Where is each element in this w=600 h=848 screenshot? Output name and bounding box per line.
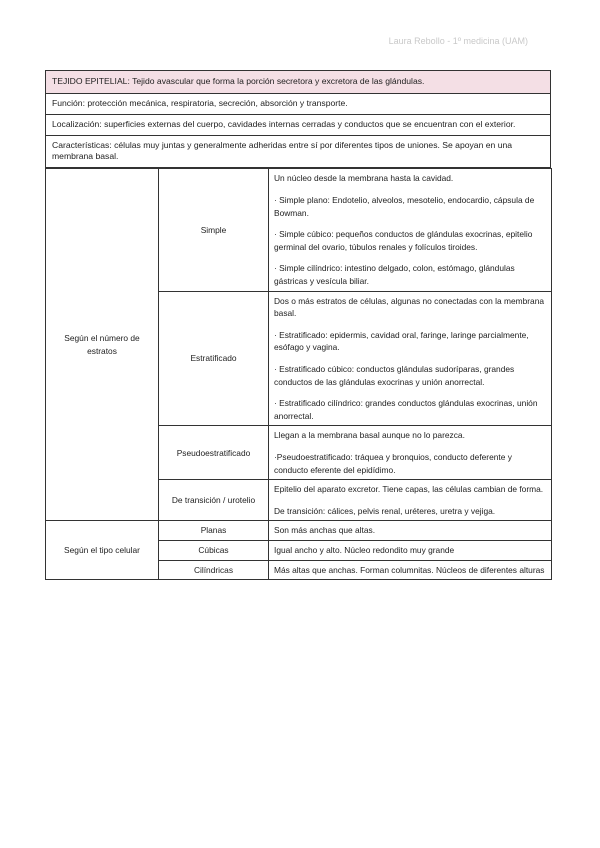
group-title: Según el tipo celular bbox=[46, 521, 159, 580]
description-paragraph: · Simple cilíndrico: intestino delgado, colon, estómago, glándulas gástricas y vesícula biliar. bbox=[274, 263, 515, 286]
epithelium-description bbox=[269, 169, 552, 291]
page-header-author: Laura Rebollo - 1º medicina (UAM) bbox=[388, 36, 528, 46]
description-paragraph: · Estratificado cilíndrico: grandes conductos glándulas exocrinas, unión anorrectal. bbox=[274, 398, 538, 421]
intro-row-text: Tejido avascular que forma la porción secretora y excretora de las glándulas. bbox=[129, 76, 425, 86]
epithelium-type: Estratificado bbox=[159, 291, 269, 426]
intro-row-text: protección mecánica, respiratoria, secreción, absorción y transporte. bbox=[84, 97, 348, 108]
description-paragraph: · Estratificado cúbico: conductos glándulas sudoríparas, grandes conductos de las glándulas exocrinas y unión anorrectal. bbox=[274, 364, 515, 387]
intro-row-label: Características: bbox=[52, 139, 112, 150]
epithelium-type: De transición / urotelio bbox=[159, 480, 269, 521]
epithelium-type: Simple bbox=[159, 169, 269, 291]
cell-type: Planas bbox=[159, 521, 269, 541]
intro-row-text: superficies externas del cuerpo, cavidades internas cerradas y conductos que se encuentran con el exterior. bbox=[101, 118, 516, 129]
table-row bbox=[46, 521, 552, 541]
epithelium-description bbox=[269, 426, 552, 480]
intro-row-label: Localización: bbox=[52, 118, 102, 129]
group-title: Según el número de estratos bbox=[46, 169, 159, 521]
description-paragraph: · Simple plano: Endotelio, alveolos, mesotelio, endocardio, cápsula de Bowman. bbox=[274, 194, 535, 218]
cell-type-description bbox=[269, 541, 552, 561]
description-paragraph: Son más anchas que altas. bbox=[274, 525, 376, 536]
intro-row-characteristics bbox=[45, 136, 551, 169]
description-paragraph: Un núcleo desde la membrana hasta la cavidad. bbox=[274, 173, 454, 184]
cell-type-description bbox=[269, 521, 552, 541]
description-paragraph: Más altas que anchas. Forman columnitas. Núcleos de diferentes alturas bbox=[274, 564, 545, 575]
intro-row-function bbox=[45, 94, 551, 115]
description-paragraph: De transición: cálices, pelvis renal, uréteres, uretra y vejiga. bbox=[274, 505, 496, 516]
epithelium-description bbox=[269, 480, 552, 521]
table-row bbox=[46, 169, 552, 291]
description-paragraph: Dos o más estratos de células, algunas no conectadas con la membrana basal. bbox=[274, 295, 545, 319]
description-paragraph: Epitelio del aparato excretor. Tiene capas, las células cambian de forma. bbox=[274, 484, 544, 495]
cell-type: Cúbicas bbox=[159, 541, 269, 561]
description-paragraph: Llegan a la membrana basal aunque no lo parezca. bbox=[274, 430, 465, 441]
intro-row-label: TEJIDO EPITELIAL: bbox=[52, 76, 130, 86]
intro-row-label: Función: bbox=[52, 97, 85, 108]
cell-type-description bbox=[269, 560, 552, 580]
intro-row-text: células muy juntas y generalmente adheridas entre sí por diferentes tipos de uniones. Se apoyan en una membrana basal. bbox=[52, 139, 513, 162]
description-paragraph: · Estratificado: epidermis, cavidad oral, faringe, laringe parcialmente, esófago y vagina. bbox=[274, 329, 529, 353]
description-paragraph: ·Pseudoestratificado: tráquea y bronquios, conducto deferente y conducto eferente del epidídimo. bbox=[274, 452, 512, 475]
description-paragraph: · Simple cúbico: pequeños conductos de glándulas exocrinas, epitelio germinal del ovario, túbulos renales y folículos tiroides. bbox=[274, 229, 533, 252]
epithelium-type: Pseudoestratificado bbox=[159, 426, 269, 480]
intro-row-definition bbox=[45, 70, 551, 94]
epithelial-tissue-document bbox=[45, 70, 551, 580]
classification-table bbox=[45, 168, 552, 580]
intro-row-location bbox=[45, 115, 551, 136]
cell-type: Cilíndricas bbox=[159, 560, 269, 580]
epithelium-description bbox=[269, 291, 552, 426]
description-paragraph: Igual ancho y alto. Núcleo redondito muy grande bbox=[274, 545, 455, 556]
